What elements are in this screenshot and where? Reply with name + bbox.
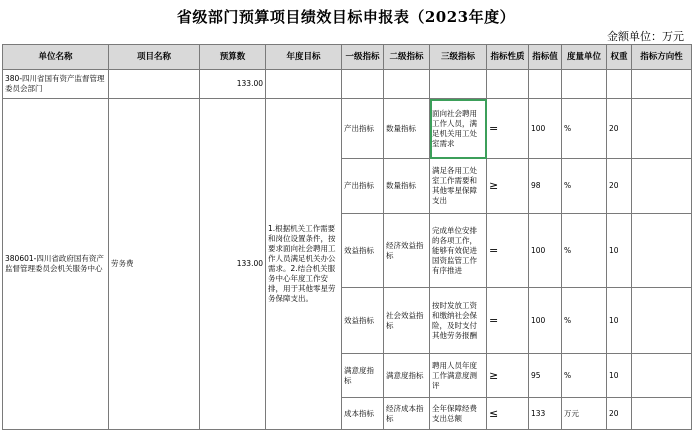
dept-budget-cell[interactable]: 133.00 xyxy=(200,70,266,99)
property-cell[interactable]: ≥ xyxy=(487,354,529,398)
header-value[interactable]: 指标值 xyxy=(529,45,562,70)
property-cell[interactable]: = xyxy=(487,99,529,159)
level2-cell[interactable]: 经济效益指标 xyxy=(384,214,430,288)
weight-cell[interactable]: 20 xyxy=(607,159,632,214)
amount-unit-label: 金额单位：万元 xyxy=(607,30,684,43)
header-property[interactable]: 指标性质 xyxy=(487,45,529,70)
measure-unit-cell[interactable]: % xyxy=(562,214,607,288)
level2-cell[interactable]: 数量指标 xyxy=(384,99,430,159)
property-cell[interactable]: = xyxy=(487,288,529,354)
cell[interactable] xyxy=(384,70,430,99)
level3-cell[interactable]: 聘用人员年度工作满意度测评 xyxy=(430,354,487,398)
level3-cell-selected[interactable]: 面向社会聘用工作人员，满足机关用工处室需求 xyxy=(430,99,487,159)
header-unit-name[interactable]: 单位名称 xyxy=(3,45,109,70)
cell[interactable] xyxy=(632,70,692,99)
value-cell[interactable]: 100 xyxy=(529,214,562,288)
cell[interactable] xyxy=(266,70,342,99)
measure-unit-cell[interactable]: % xyxy=(562,354,607,398)
property-cell[interactable]: ≥ xyxy=(487,159,529,214)
direction-cell[interactable] xyxy=(632,214,692,288)
header-level2[interactable]: 二级指标 xyxy=(384,45,430,70)
project-name-cell[interactable]: 劳务费 xyxy=(109,99,200,430)
level3-cell[interactable]: 按时发放工资和缴纳社会保险，及时支付其他劳务报酬 xyxy=(430,288,487,354)
header-direction[interactable]: 指标方向性 xyxy=(632,45,692,70)
dept-project-cell[interactable] xyxy=(109,70,200,99)
level1-cell[interactable]: 产出指标 xyxy=(342,99,384,159)
level2-cell[interactable]: 数量指标 xyxy=(384,159,430,214)
cell[interactable] xyxy=(430,70,487,99)
property-cell[interactable]: ≤ xyxy=(487,398,529,430)
level3-cell[interactable]: 全年保障经费支出总额 xyxy=(430,398,487,430)
header-level1[interactable]: 一级指标 xyxy=(342,45,384,70)
project-goal-cell[interactable]: 1.根据机关工作需要和岗位设置条件，按要求面向社会聘用工作人员满足机关办公需求。2.结合机关服务中心年度工作安排，用于其他零星劳务保障支出。 xyxy=(266,99,342,430)
sheet-title: 省级部门预算项目绩效目标申报表（2023年度） xyxy=(176,8,516,26)
value-cell[interactable]: 98 xyxy=(529,159,562,214)
measure-unit-cell[interactable]: % xyxy=(562,288,607,354)
direction-cell[interactable] xyxy=(632,398,692,430)
cell[interactable] xyxy=(529,70,562,99)
header-budget[interactable]: 预算数 xyxy=(200,45,266,70)
level1-cell[interactable]: 成本指标 xyxy=(342,398,384,430)
measure-unit-cell[interactable]: % xyxy=(562,99,607,159)
header-project-name[interactable]: 项目名称 xyxy=(109,45,200,70)
level2-cell[interactable]: 社会效益指标 xyxy=(384,288,430,354)
level1-cell[interactable]: 效益指标 xyxy=(342,288,384,354)
header-measure-unit[interactable]: 度量单位 xyxy=(562,45,607,70)
dept-unit-cell[interactable]: 380-四川省国有资产监督管理委员会部门 xyxy=(3,70,109,99)
weight-cell[interactable]: 10 xyxy=(607,354,632,398)
value-cell[interactable]: 100 xyxy=(529,99,562,159)
performance-table xyxy=(2,44,692,430)
project-budget-cell[interactable]: 133.00 xyxy=(200,99,266,430)
direction-cell[interactable] xyxy=(632,288,692,354)
direction-cell[interactable] xyxy=(632,99,692,159)
value-cell[interactable]: 95 xyxy=(529,354,562,398)
header-row xyxy=(3,45,692,70)
measure-unit-cell[interactable]: 万元 xyxy=(562,398,607,430)
header-annual-goal[interactable]: 年度目标 xyxy=(266,45,342,70)
weight-cell[interactable]: 20 xyxy=(607,398,632,430)
level2-cell[interactable]: 经济成本指标 xyxy=(384,398,430,430)
cell[interactable] xyxy=(342,70,384,99)
value-cell[interactable]: 133 xyxy=(529,398,562,430)
weight-cell[interactable]: 10 xyxy=(607,288,632,354)
level1-cell[interactable]: 满意度指标 xyxy=(342,354,384,398)
direction-cell[interactable] xyxy=(632,159,692,214)
direction-cell[interactable] xyxy=(632,354,692,398)
value-cell[interactable]: 100 xyxy=(529,288,562,354)
weight-cell[interactable]: 10 xyxy=(607,214,632,288)
project-unit-cell[interactable]: 380601-四川省政府国有资产监督管理委员会机关服务中心 xyxy=(3,99,109,430)
level1-cell[interactable]: 效益指标 xyxy=(342,214,384,288)
indicator-row xyxy=(3,99,692,159)
header-level3[interactable]: 三级指标 xyxy=(430,45,487,70)
level2-cell[interactable]: 满意度指标 xyxy=(384,354,430,398)
weight-cell[interactable]: 20 xyxy=(607,99,632,159)
header-weight[interactable]: 权重 xyxy=(607,45,632,70)
cell[interactable] xyxy=(607,70,632,99)
level3-cell[interactable]: 完成单位安排的各项工作，能够有效促进国资监管工作有序推进 xyxy=(430,214,487,288)
cell[interactable] xyxy=(562,70,607,99)
level3-cell[interactable]: 满足各用工处室工作需要和其他零星保障支出 xyxy=(430,159,487,214)
property-cell[interactable]: = xyxy=(487,214,529,288)
cell[interactable] xyxy=(487,70,529,99)
level1-cell[interactable]: 产出指标 xyxy=(342,159,384,214)
measure-unit-cell[interactable]: % xyxy=(562,159,607,214)
dept-row xyxy=(3,70,692,99)
